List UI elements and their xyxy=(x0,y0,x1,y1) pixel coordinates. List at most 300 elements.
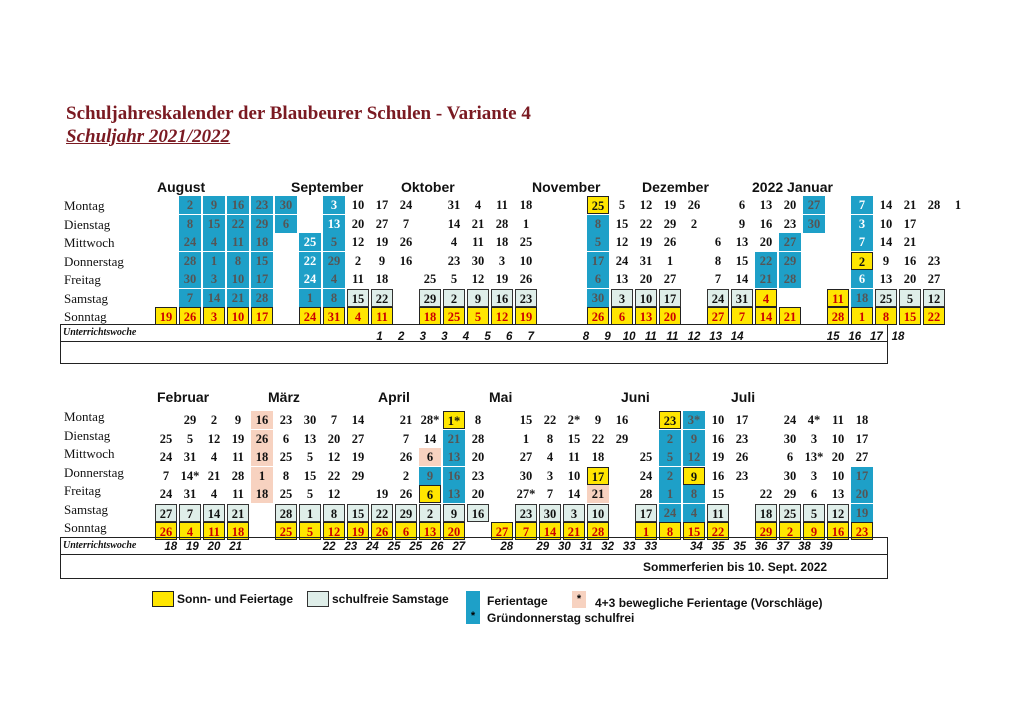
month-label-mai: Mai xyxy=(489,389,513,405)
calendar-day: 18 xyxy=(855,413,869,427)
month-label-februar: Februar xyxy=(157,389,210,405)
calendar-day: 17 xyxy=(251,270,273,288)
calendar-day: 16 xyxy=(711,431,725,446)
calendar-day: 11 xyxy=(832,413,844,427)
calendar-day: 20 xyxy=(783,198,797,212)
calendar-day: 9 xyxy=(378,253,386,268)
calendar-day: 20 xyxy=(851,485,873,503)
unterrichtswoche-box xyxy=(60,324,888,364)
calendar-day: 11 xyxy=(496,198,508,212)
calendar-day: 25 xyxy=(423,272,437,286)
week-number: 23 xyxy=(344,541,358,553)
calendar-day: 30 xyxy=(539,504,561,522)
month-label-september: September xyxy=(291,179,364,195)
week-number: 19 xyxy=(185,541,199,553)
calendar-day: 5 xyxy=(803,504,825,522)
calendar-day: 16 xyxy=(227,196,249,214)
calendar-day: 29 xyxy=(323,252,345,270)
calendar-day: 31 xyxy=(323,307,345,325)
calendar-day: 5 xyxy=(659,448,681,466)
calendar-day: 8 xyxy=(714,253,722,268)
calendar-day: 22 xyxy=(371,289,393,307)
calendar-day: 6 xyxy=(810,487,818,501)
calendar-day: 19 xyxy=(515,307,537,325)
calendar-day: 11 xyxy=(203,522,225,540)
calendar-day: 15 xyxy=(203,215,225,233)
calendar-day: 18 xyxy=(755,504,777,522)
calendar-day: 31 xyxy=(639,253,653,268)
calendar-day: 23 xyxy=(851,522,873,540)
calendar-day: 24 xyxy=(159,487,173,501)
calendar-day: 17 xyxy=(375,198,389,212)
calendar-day: 16 xyxy=(443,467,465,485)
calendar-day: 14 xyxy=(203,504,225,522)
calendar-day: 7 xyxy=(162,468,170,483)
calendar-day: 27 xyxy=(855,450,869,464)
calendar-day: 2 xyxy=(851,252,873,270)
calendar-day: 6 xyxy=(738,198,746,212)
legend-swatch-schulfreie-samstage xyxy=(307,591,329,607)
calendar-day: 13 xyxy=(303,431,317,446)
calendar-day: 12 xyxy=(323,522,345,540)
calendar-day: 30 xyxy=(803,215,825,233)
calendar-day: 12 xyxy=(327,450,341,464)
calendar-day: 5 xyxy=(186,431,194,446)
calendar-day: 4 xyxy=(755,289,777,307)
calendar-day: 13 xyxy=(323,215,345,233)
calendar-day: 25 xyxy=(639,450,653,464)
month-label-juli: Juli xyxy=(731,389,756,405)
calendar-day: 26 xyxy=(399,450,413,464)
calendar-day: 25 xyxy=(519,235,533,249)
legend-swatch-bewegliche xyxy=(572,591,586,608)
month-label-august: August xyxy=(157,179,206,195)
calendar-day: 9 xyxy=(234,413,242,427)
calendar-day: 23 xyxy=(251,196,273,214)
calendar-day: 3 xyxy=(498,253,506,268)
week-number: 27 xyxy=(452,541,466,553)
calendar-day: 28 xyxy=(471,431,485,446)
week-number: 31 xyxy=(579,541,593,553)
calendar-day: 7 xyxy=(714,272,722,286)
calendar-day: 26 xyxy=(399,487,413,501)
week-number: 1 xyxy=(376,331,383,343)
calendar-day: 26 xyxy=(371,522,393,540)
calendar-day: 23 xyxy=(927,253,941,268)
calendar-day: 5 xyxy=(306,487,314,501)
week-number: 6 xyxy=(505,331,513,343)
calendar-day: 17 xyxy=(855,431,869,446)
week-number: 36 xyxy=(754,541,768,553)
calendar-day: 18 xyxy=(851,289,873,307)
calendar-day: 10 xyxy=(831,431,845,446)
calendar-day: 14 xyxy=(879,198,893,212)
calendar-day: 8 xyxy=(323,289,345,307)
week-number: 25 xyxy=(387,541,401,553)
calendar-day: 25 xyxy=(275,522,297,540)
calendar-day: 10 xyxy=(227,307,249,325)
week-number: 12 xyxy=(687,331,701,343)
calendar-day: 21 xyxy=(207,468,221,483)
calendar-day: 19 xyxy=(375,235,389,249)
calendar-day: 3 xyxy=(810,468,818,483)
week-number: 32 xyxy=(601,541,614,553)
calendar-day: 10 xyxy=(351,198,365,212)
calendar-day: 30 xyxy=(275,196,297,214)
calendar-day: 2 xyxy=(659,430,681,448)
calendar-day: 13 xyxy=(615,272,629,286)
calendar-day: 6 xyxy=(282,431,290,446)
week-number: 5 xyxy=(484,331,491,343)
calendar-day: 3 xyxy=(203,307,225,325)
calendar-day: 25 xyxy=(587,196,609,214)
calendar-day: 7 xyxy=(402,431,410,446)
calendar-day: 15 xyxy=(899,307,921,325)
calendar-day: 4 xyxy=(210,487,218,501)
calendar-day: 25 xyxy=(299,233,321,251)
calendar-day: 1 xyxy=(299,289,321,307)
calendar-day: 21 xyxy=(903,235,917,249)
calendar-day: 22 xyxy=(327,468,341,483)
weekday-label-samstag: Samstag xyxy=(64,290,109,306)
legend-schulfreie-samstage: schulfreie Samstage xyxy=(332,592,449,606)
calendar-day: 19 xyxy=(155,307,177,325)
week-number: 11 xyxy=(666,331,679,343)
calendar-day: 23 xyxy=(515,504,537,522)
calendar-day: 17 xyxy=(251,307,273,325)
calendar-day: 22 xyxy=(591,431,605,446)
calendar-day: 16 xyxy=(399,253,413,268)
calendar-day: 15 xyxy=(347,289,369,307)
calendar-day: 26 xyxy=(251,430,273,448)
calendar-day: 19 xyxy=(231,431,245,446)
calendar-day: 2 xyxy=(779,522,801,540)
calendar-day: 3 xyxy=(851,215,873,233)
calendar-day: 13 xyxy=(443,448,465,466)
calendar-day: 1 xyxy=(635,522,657,540)
week-number: 34 xyxy=(689,541,703,553)
calendar-day: 3 xyxy=(203,270,225,288)
calendar-day: 9 xyxy=(803,522,825,540)
calendar-day: 7 xyxy=(731,307,753,325)
calendar-day: 3 xyxy=(611,289,633,307)
calendar-day: 30 xyxy=(783,431,797,446)
calendar-day: 7 xyxy=(546,487,554,501)
weekday-label-montag: Montag xyxy=(64,198,105,213)
calendar-day: 12 xyxy=(351,235,365,249)
legend-swatch-ferientage xyxy=(466,591,480,608)
calendar-day: 12 xyxy=(471,272,485,286)
week-number: 39 xyxy=(819,541,833,553)
calendar-day: 28 xyxy=(587,522,609,540)
calendar-day: 17 xyxy=(851,467,873,485)
calendar-day: 20 xyxy=(351,216,365,231)
calendar-day: 31 xyxy=(183,450,197,464)
calendar-day: 16 xyxy=(251,411,273,429)
calendar-day: 4 xyxy=(474,198,482,212)
calendar-day: 15 xyxy=(303,468,317,483)
calendar-day: 21 xyxy=(443,430,465,448)
week-number: 3 xyxy=(419,331,426,343)
calendar-day: 24 xyxy=(299,270,321,288)
month-label-oktober: Oktober xyxy=(401,179,455,195)
calendar-day: 9 xyxy=(683,467,705,485)
calendar-day: 28 xyxy=(495,216,509,231)
calendar-day: 27 xyxy=(491,522,513,540)
calendar-day: 8 xyxy=(474,413,482,427)
calendar-day: 23 xyxy=(447,253,461,268)
calendar-day: 4 xyxy=(210,450,218,464)
calendar-day: 17 xyxy=(635,504,657,522)
calendar-day: 9 xyxy=(882,253,890,268)
calendar-day: 28 xyxy=(275,504,297,522)
calendar-day: 10 xyxy=(227,270,249,288)
calendar-day: 26 xyxy=(735,450,749,464)
calendar-day: 24 xyxy=(399,198,413,212)
calendar-day: 24 xyxy=(179,233,201,251)
calendar-day: 12 xyxy=(207,431,221,446)
week-number: 7 xyxy=(527,331,534,343)
calendar-day: 15 xyxy=(519,413,533,427)
calendar-day: 26 xyxy=(399,235,413,249)
calendar-day: 22 xyxy=(299,252,321,270)
calendar-day: 11 xyxy=(232,450,244,464)
calendar-day: 28 xyxy=(639,487,653,501)
calendar-day: 19 xyxy=(851,504,873,522)
calendar-day: 30 xyxy=(783,468,797,483)
calendar-day: 25 xyxy=(279,487,293,501)
week-number: 29 xyxy=(536,541,550,553)
calendar-day: 5 xyxy=(323,233,345,251)
calendar-day: 22 xyxy=(923,307,945,325)
calendar-day: 26 xyxy=(587,307,609,325)
calendar-day: 8 xyxy=(323,504,345,522)
calendar-day: 15 xyxy=(683,522,705,540)
calendar-day: 29 xyxy=(395,504,417,522)
calendar-day: 8 xyxy=(546,431,554,446)
week-number: 18 xyxy=(891,331,905,343)
calendar-day: 28 xyxy=(927,198,941,212)
calendar-day: 11 xyxy=(827,289,849,307)
calendar-day: 4* xyxy=(807,413,821,427)
calendar-day: 6 xyxy=(395,522,417,540)
week-number: 16 xyxy=(848,331,862,343)
week-number: 25 xyxy=(409,541,422,553)
calendar-day: 23 xyxy=(515,289,537,307)
calendar-day: 2 xyxy=(419,504,441,522)
calendar-day: 13 xyxy=(443,485,465,503)
calendar-day: 21 xyxy=(399,413,413,427)
calendar-day: 20 xyxy=(639,272,653,286)
calendar-day: 8 xyxy=(683,485,705,503)
calendar-day: 1 xyxy=(666,253,674,268)
calendar-day: 27 xyxy=(519,450,533,464)
calendar-day: 18 xyxy=(251,485,273,503)
calendar-day: 2 xyxy=(210,413,218,427)
calendar-day: 30 xyxy=(471,253,485,268)
calendar-day: 29 xyxy=(783,487,797,501)
week-number: 38 xyxy=(797,541,811,553)
calendar-day: 26 xyxy=(155,522,177,540)
calendar-day: 16 xyxy=(827,522,849,540)
legend-bewegliche: 4+3 bewegliche Ferientage (Vorschläge) xyxy=(595,596,823,610)
calendar-day: 19 xyxy=(711,450,725,464)
calendar-day: 29 xyxy=(183,413,197,427)
calendar-day: 19 xyxy=(351,450,365,464)
week-number: 35 xyxy=(733,541,746,553)
calendar-day: 21 xyxy=(227,289,249,307)
calendar-day: 8 xyxy=(282,468,290,483)
week-number: 37 xyxy=(776,541,790,553)
calendar-day: 21 xyxy=(587,485,609,503)
calendar-day: 12 xyxy=(639,198,653,212)
legend-gruendonnerstag: Gründonnerstag schulfrei xyxy=(487,611,635,625)
calendar-day: 8 xyxy=(875,307,897,325)
page-subtitle: Schuljahr 2021/2022 xyxy=(66,126,231,147)
calendar-day: 13* xyxy=(804,450,824,464)
calendar-day: 7 xyxy=(515,522,537,540)
calendar-day: 27 xyxy=(663,272,677,286)
calendar-day: 1 xyxy=(251,467,273,485)
calendar-day: 20 xyxy=(903,272,917,286)
calendar-day: 21 xyxy=(563,522,585,540)
calendar-day: 13 xyxy=(831,487,845,501)
calendar-day: 22 xyxy=(371,504,393,522)
calendar-day: 12 xyxy=(491,307,513,325)
calendar-day: 3 xyxy=(546,468,554,483)
calendar-day: 26 xyxy=(179,307,201,325)
calendar-day: 10 xyxy=(519,253,533,268)
calendar-day: 24 xyxy=(299,307,321,325)
calendar-day: 19 xyxy=(639,235,653,249)
calendar-day: 30 xyxy=(303,413,317,427)
calendar-day: 30 xyxy=(587,289,609,307)
calendar-day: 28 xyxy=(179,252,201,270)
week-number: 22 xyxy=(322,541,336,553)
calendar-day: 23 xyxy=(659,411,681,429)
calendar-day: 19 xyxy=(663,198,677,212)
weekday-label-freitag: Freitag xyxy=(64,483,101,498)
calendar-day: 6 xyxy=(714,235,722,249)
calendar-day: 15 xyxy=(567,431,581,446)
calendar-day: 6 xyxy=(851,270,873,288)
weekday-label-donnerstag: Donnerstag xyxy=(64,464,124,480)
calendar-day: 4 xyxy=(450,235,458,249)
calendar-day: 12 xyxy=(923,289,945,307)
calendar-day: 14 xyxy=(879,235,893,249)
calendar-day: 10 xyxy=(567,468,581,483)
calendar-day: 26 xyxy=(663,235,677,249)
week-number: 4 xyxy=(462,331,470,343)
calendar-day: 1 xyxy=(522,431,530,446)
calendar-day: 4 xyxy=(546,450,554,464)
calendar-day: 31 xyxy=(447,198,461,212)
calendar-day: 12 xyxy=(615,235,629,249)
calendar-day: 23 xyxy=(279,413,293,427)
calendar-day: 7 xyxy=(402,216,410,231)
calendar-day: 6 xyxy=(275,215,297,233)
calendar-day: 17 xyxy=(659,289,681,307)
week-number: 21 xyxy=(229,541,242,553)
calendar-day: 27 xyxy=(927,272,941,286)
calendar-day: 27* xyxy=(516,487,536,501)
calendar-day: 12 xyxy=(683,448,705,466)
calendar-day: 22 xyxy=(227,215,249,233)
calendar-day: 9 xyxy=(683,430,705,448)
week-number: 14 xyxy=(730,331,744,343)
calendar-day: 2 xyxy=(659,467,681,485)
calendar-day: 27 xyxy=(707,307,729,325)
calendar-day: 29 xyxy=(755,522,777,540)
calendar-day: 6 xyxy=(786,450,794,464)
calendar-day: 27 xyxy=(803,196,825,214)
calendar-day: 1 xyxy=(299,504,321,522)
calendar-day: 1 xyxy=(851,307,873,325)
calendar-day: 21 xyxy=(755,270,777,288)
calendar-day: 14 xyxy=(567,487,581,501)
calendar-day: 2 xyxy=(354,253,362,268)
calendar-day: 28* xyxy=(420,413,440,427)
calendar-day: 13 xyxy=(419,522,441,540)
calendar-day: 4 xyxy=(323,270,345,288)
calendar-day: 20 xyxy=(327,431,341,446)
calendar-day: 15 xyxy=(347,504,369,522)
calendar-day: 4 xyxy=(179,522,201,540)
calendar-day: 6 xyxy=(611,307,633,325)
calendar-day: 9 xyxy=(467,289,489,307)
calendar-day: 2 xyxy=(179,196,201,214)
calendar-day: 24 xyxy=(639,468,653,483)
calendar-day: 11 xyxy=(352,272,364,286)
calendar-day: 24 xyxy=(783,413,797,427)
calendar-day: 16 xyxy=(711,468,725,483)
week-number: 35 xyxy=(711,541,725,553)
calendar-day: 16 xyxy=(759,216,773,231)
calendar-day: 18 xyxy=(419,307,441,325)
weekday-label-montag: Montag xyxy=(64,409,105,424)
week-number: 2 xyxy=(397,331,405,343)
calendar-day: 7 xyxy=(179,289,201,307)
calendar-day: 11 xyxy=(227,233,249,251)
calendar-day: 18 xyxy=(251,448,273,466)
calendar-day: 24 xyxy=(707,289,729,307)
calendar-day: 4 xyxy=(347,307,369,325)
calendar-day: 10 xyxy=(711,413,725,427)
calendar-day: 5 xyxy=(299,522,321,540)
calendar-day: 20 xyxy=(471,450,485,464)
calendar-day: 1 xyxy=(659,485,681,503)
calendar-day: 1 xyxy=(203,252,225,270)
calendar-day: 6 xyxy=(419,485,441,503)
unterrichtswoche-label: Unterrichtswoche xyxy=(63,540,137,551)
calendar-day: 29 xyxy=(351,468,365,483)
calendar-day: 21 xyxy=(227,504,249,522)
calendar-day: 14 xyxy=(539,522,561,540)
week-number: 11 xyxy=(644,331,657,343)
calendar-day: 26 xyxy=(519,272,533,286)
calendar-day: 9 xyxy=(738,216,746,231)
calendar-day: 11 xyxy=(232,487,244,501)
calendar-day: 18 xyxy=(251,233,273,251)
calendar-day: 7 xyxy=(851,196,873,214)
calendar-day: 20 xyxy=(759,235,773,249)
calendar-day: 5 xyxy=(450,272,458,286)
calendar-day: 1* xyxy=(443,411,465,429)
calendar-day: 4 xyxy=(683,504,705,522)
calendar-day: 24 xyxy=(659,504,681,522)
calendar-day: 18 xyxy=(519,198,533,212)
month-label-2022-januar: 2022 Januar xyxy=(752,179,833,195)
